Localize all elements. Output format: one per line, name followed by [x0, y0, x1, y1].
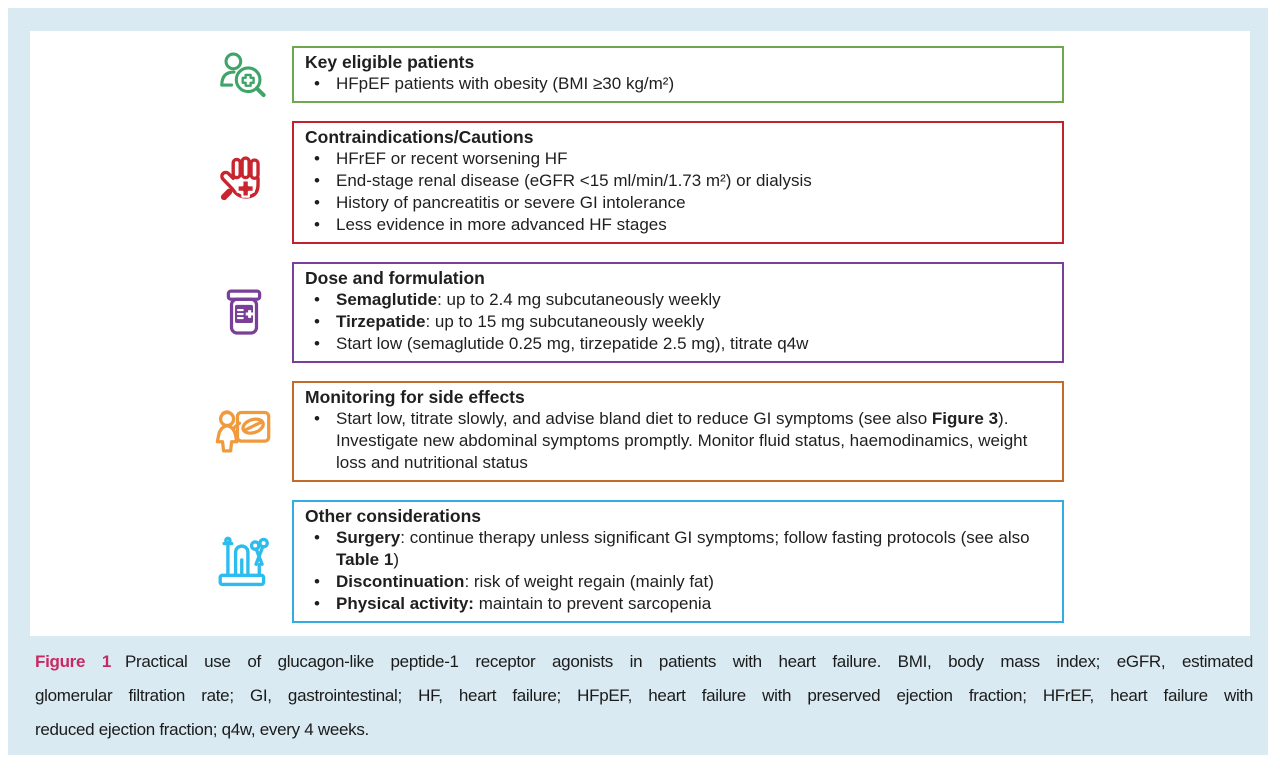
bullet-text: History of pancreatitis or severe GI intolerance: [336, 193, 686, 212]
info-box-contraindications: [292, 121, 1064, 244]
bullet-text: Start low (semaglutide 0.25 mg, tirzepatide 2.5 mg), titrate q4w: [336, 334, 809, 353]
bullet-text: Less evidence in more advanced HF stages: [336, 215, 667, 234]
bullet-text: ): [393, 550, 399, 569]
caption-line-1: [35, 645, 1253, 679]
figure-caption: [35, 645, 1253, 747]
bullet-text: : up to 2.4 mg subcutaneously weekly: [437, 290, 721, 309]
presenter-chart-icon: [196, 406, 292, 458]
bullet-item: [305, 214, 1052, 236]
bullet-text: : risk of weight regain (mainly fat): [464, 572, 714, 591]
bullet-item: [305, 73, 1052, 95]
row-monitoring-side-effects: [196, 381, 1064, 482]
bullet-text: Tirzepatide: [336, 312, 426, 331]
bullet-item: [305, 571, 1052, 593]
figure-rows: [196, 46, 1064, 623]
info-box-dose-formulation: [292, 262, 1064, 363]
bullet-item: [305, 527, 1052, 571]
box-title: Other considerations: [305, 506, 482, 526]
bullet-text: Surgery: [336, 528, 401, 547]
bullet-item: [305, 289, 1052, 311]
row-key-eligible-patients: [196, 46, 1064, 103]
bullet-text: HFrEF or recent worsening HF: [336, 149, 568, 168]
bullet-text: : up to 15 mg subcutaneously weekly: [425, 312, 705, 331]
row-contraindications-cautions: [196, 121, 1064, 244]
info-box-other-considerations: [292, 500, 1064, 623]
row-dose-and-formulation: [196, 262, 1064, 363]
box-title: Monitoring for side effects: [305, 387, 525, 407]
bullet-text: Start low, titrate slowly, and advise bland diet to reduce GI symptoms (see also: [336, 409, 932, 428]
figure-number-label: Figure 1: [35, 652, 111, 671]
info-box-key-eligible-patients: [292, 46, 1064, 103]
box-title: Key eligible patients: [305, 52, 475, 72]
row-other-considerations: [196, 500, 1064, 623]
figure-content-panel: [30, 31, 1250, 636]
bullet-item: [305, 408, 1052, 474]
box-title: Contraindications/Cautions: [305, 127, 534, 147]
bullet-text: : continue therapy unless significant GI symptoms; follow fasting protocols (see also: [400, 528, 1030, 547]
caption-line-2: glomerular filtration rate; GI, gastrointestinal; HF, heart failure; HFpEF, heart failure with preserved ejection fraction; HFrEF, heart failure with: [35, 686, 1253, 705]
surgical-tools-icon: [196, 534, 292, 590]
bullet-item: [305, 333, 1052, 355]
caption-text: Practical use of glucagon-like peptide-1 receptor agonists in patients with heart failure. BMI, body mass index; eGFR, estimated: [124, 652, 1253, 671]
bullet-text: Discontinuation: [336, 572, 465, 591]
bullet-text: End-stage renal disease (eGFR <15 ml/min/1.73 m²) or dialysis: [336, 171, 812, 190]
bullet-item: [305, 170, 1052, 192]
bullet-text: ). Investigate new abdominal symptoms promptly. Monitor fluid status, haemodinamics, weight loss and nutritional status: [336, 409, 1028, 472]
info-box-monitoring: [292, 381, 1064, 482]
bullet-text: maintain to prevent sarcopenia: [473, 594, 712, 613]
patient-search-icon: [196, 51, 292, 99]
caption-line-3: reduced ejection fraction; q4w, every 4 weeks.: [35, 720, 369, 739]
medicine-jar-icon: [196, 285, 292, 341]
bullet-item: [305, 311, 1052, 333]
bullet-text: Table 1: [336, 550, 394, 569]
bullet-text: Figure 3: [931, 409, 999, 428]
bullet-text: Physical activity:: [336, 594, 474, 613]
figure-background-panel: [8, 8, 1268, 755]
bullet-text: Semaglutide: [336, 290, 438, 309]
bullet-item: [305, 192, 1052, 214]
stop-hand-cross-icon: [196, 156, 292, 210]
bullet-text: HFpEF patients with obesity (BMI ≥30 kg/m²): [336, 74, 675, 93]
box-title: Dose and formulation: [305, 268, 485, 288]
bullet-item: [305, 148, 1052, 170]
bullet-item: [305, 593, 1052, 615]
